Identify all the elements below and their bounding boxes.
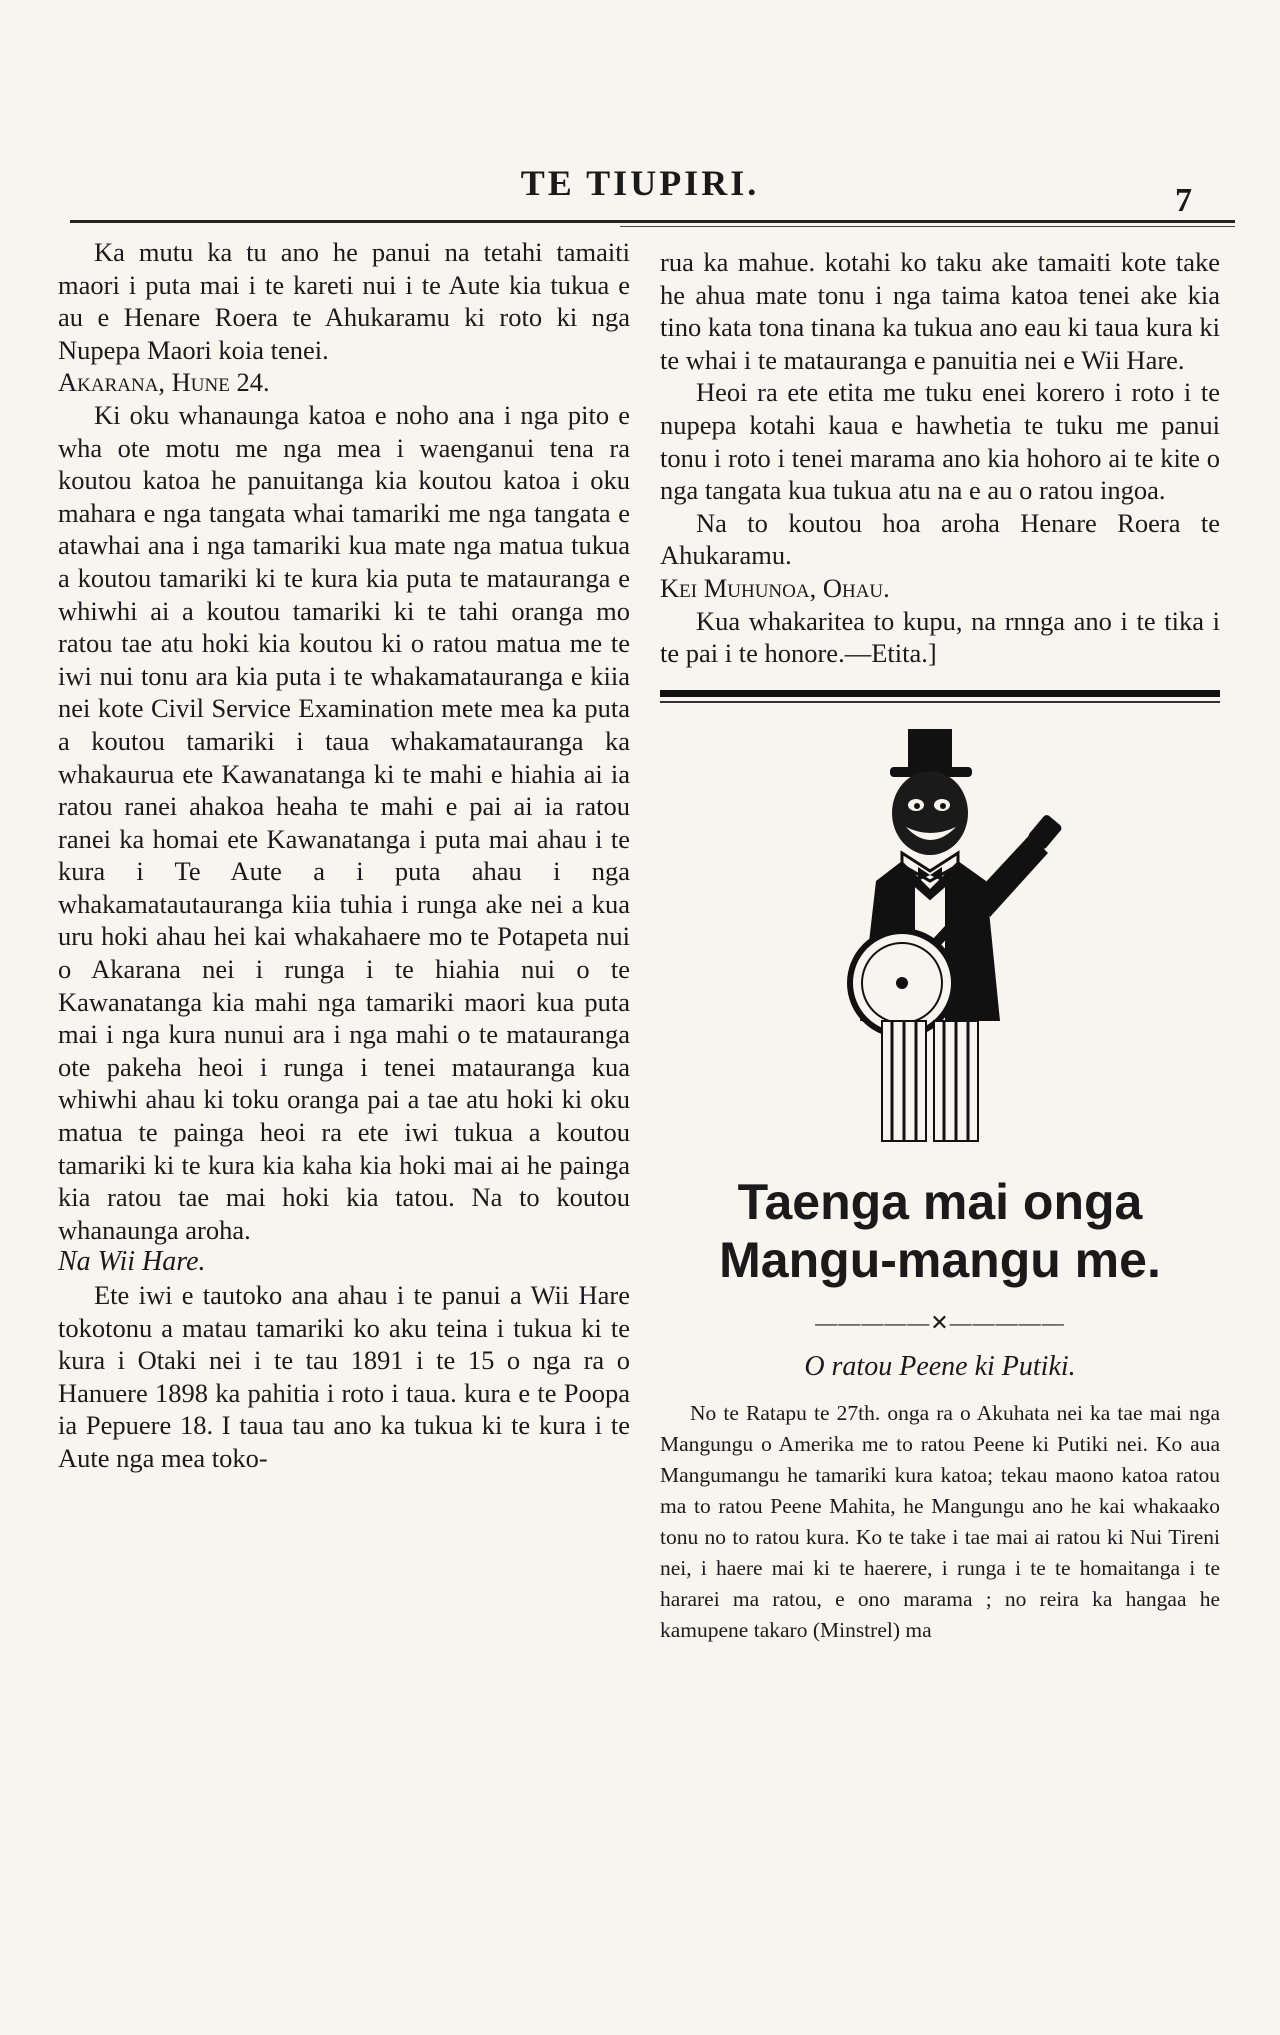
editor-note: Kua whakaritea to kupu, na rnnga ano i te tika i te pai i te honore.—Etita.] xyxy=(660,605,1220,669)
header-rule-secondary xyxy=(620,226,1235,227)
right-column xyxy=(660,246,1220,1646)
article-paragraph: Ete iwi e tautoko ana ahau i te panui a Wii Hare tokotonu a matau tamariki ko aku teina i tukua ki te kura i Otaki nei i te tau 1891 i te 15 o nga ra o Hanuere 1898 ka pahitia i roto i taua. kura e te Poopa ia Pepuere 18. I taua tau ano ka tukua ki te kura i te Aute nga mea toko- xyxy=(58,1280,630,1473)
article-body xyxy=(660,1398,1220,1646)
section-divider-thin xyxy=(660,701,1220,703)
article-paragraph: No te Ratapu te 27th. onga ra o Akuhata nei ka tae mai nga Mangungu o Amerika me to ratou Peene ki Putiki nei. Ko aua Mangumangu he tamariki kura katoa; tekau maono katoa ratou ma to ratou Peene Mahita, he Mangungu ano he kai whakaako tonu no to ratou kura. Ko te take i tae mai ai ratou ki Nui Tireni nei, i haere mai ki te haerere, i runga i te te homaitanga i te hararei ma ratou, e ono marama ; no reira ka hangaa he kamupene takaro (Minstrel) ma xyxy=(660,1400,1220,1642)
page-number: 7 xyxy=(1175,182,1192,219)
article-subtitle: O ratou Peene ki Putiki. xyxy=(804,1351,1076,1383)
article-author: Na Wii Hare. xyxy=(58,1246,206,1278)
article-paragraph: Na to koutou hoa aroha Henare Roera te Ahukaramu. xyxy=(660,507,1220,571)
section-divider xyxy=(660,690,1220,697)
article-paragraph: rua ka mahue. kotahi ko taku ake tamaiti kote take he ahua mate tonu i nga taima katoa tenei ake kia tino kata tona tinana ka tukua ano eau ki taua kura ki te whai i te matauranga e panuitia nei e Wii Hare. xyxy=(660,247,1220,375)
article-signoff: Akarana, Hune 24. xyxy=(58,367,270,398)
article-headline: Taenga mai onga Mangu-mangu me. xyxy=(719,1173,1161,1288)
article-paragraph: Heoi ra ete etita me tuku enei korero i roto i te nupepa kotahi kaua e hawhetia te tuku me panui tonu i roto i tenei marama ano kia hohoro ai te kite o nga tangata kua tukua atu na e au o ratou ingoa. xyxy=(660,377,1220,506)
ornament-divider: —————✕————— xyxy=(815,1309,1065,1335)
article-paragraph: Ka mutu ka tu ano he panui na tetahi tamaiti maori i puta mai i te kareti nui i te Aute kia tukua e au e Henare Roera te Ahukaramu ki roto ki nga Nupepa Maori koia tenei. xyxy=(58,237,630,365)
header-rule xyxy=(70,220,1235,223)
left-column xyxy=(58,236,630,1475)
article-signoff: Kei Muhunoa, Ohau. xyxy=(660,572,890,603)
page-title: TE TIUPIRI. xyxy=(520,163,760,203)
article-paragraph: Ki oku whanaunga katoa e noho ana i nga pito e wha ote motu me nga mea i waenganui tena ra koutou katoa he panuitanga kia koutou katoa i oku mahara e nga tangata whai tamariki me nga tangata e atawhai ana i nga tamariki kua mate nga matua tukua a koutou tamariki ki te kura kia puta te matauranga e whiwhi ai a koutou tamariki ki te tahi oranga mo ratou tae atu hoki kia koutou ki o ratou matua me te iwi nui tonu ara kia puta i te whakamatauranga e kiia nei kote Civil Service Examination mete mea ka puta a koutou tamariki i taua whakamatauranga ka whakaurua ete Kawanatanga ki te mahi e hiahia ai ia ratou ranei ahakoa heaha te mahi e pai ai ia ratou ranei ka homai ete Kawanatanga i puta mai ahau i te kura i Te Aute a i puta ahau i nga whakamatautauranga kiia tuhia i runga ake nei a kua uru hoki ahau hei kai whakahaere mo te Potapeta nui o Akarana nei i runga i te hiahia nui o te Kawanatanga kia mahi nga tamariki maori kua puta mai i nga kura nunui ara i nga mahi o te matauranga ote pakeha heoi i runga i tenei matauranga kua whiwhi ahau ki toku oranga pai a tae atu hoki ki oku matua te painga heoi ra ete iwi tukua a koutou tamariki ki te kura kia kaha kia hoki mai ai he painga kia ratou tae mai hoki kia tatou. Na to koutou whanaunga aroha. xyxy=(58,399,630,1245)
minstrel-banjo-illustration xyxy=(790,721,1090,1151)
